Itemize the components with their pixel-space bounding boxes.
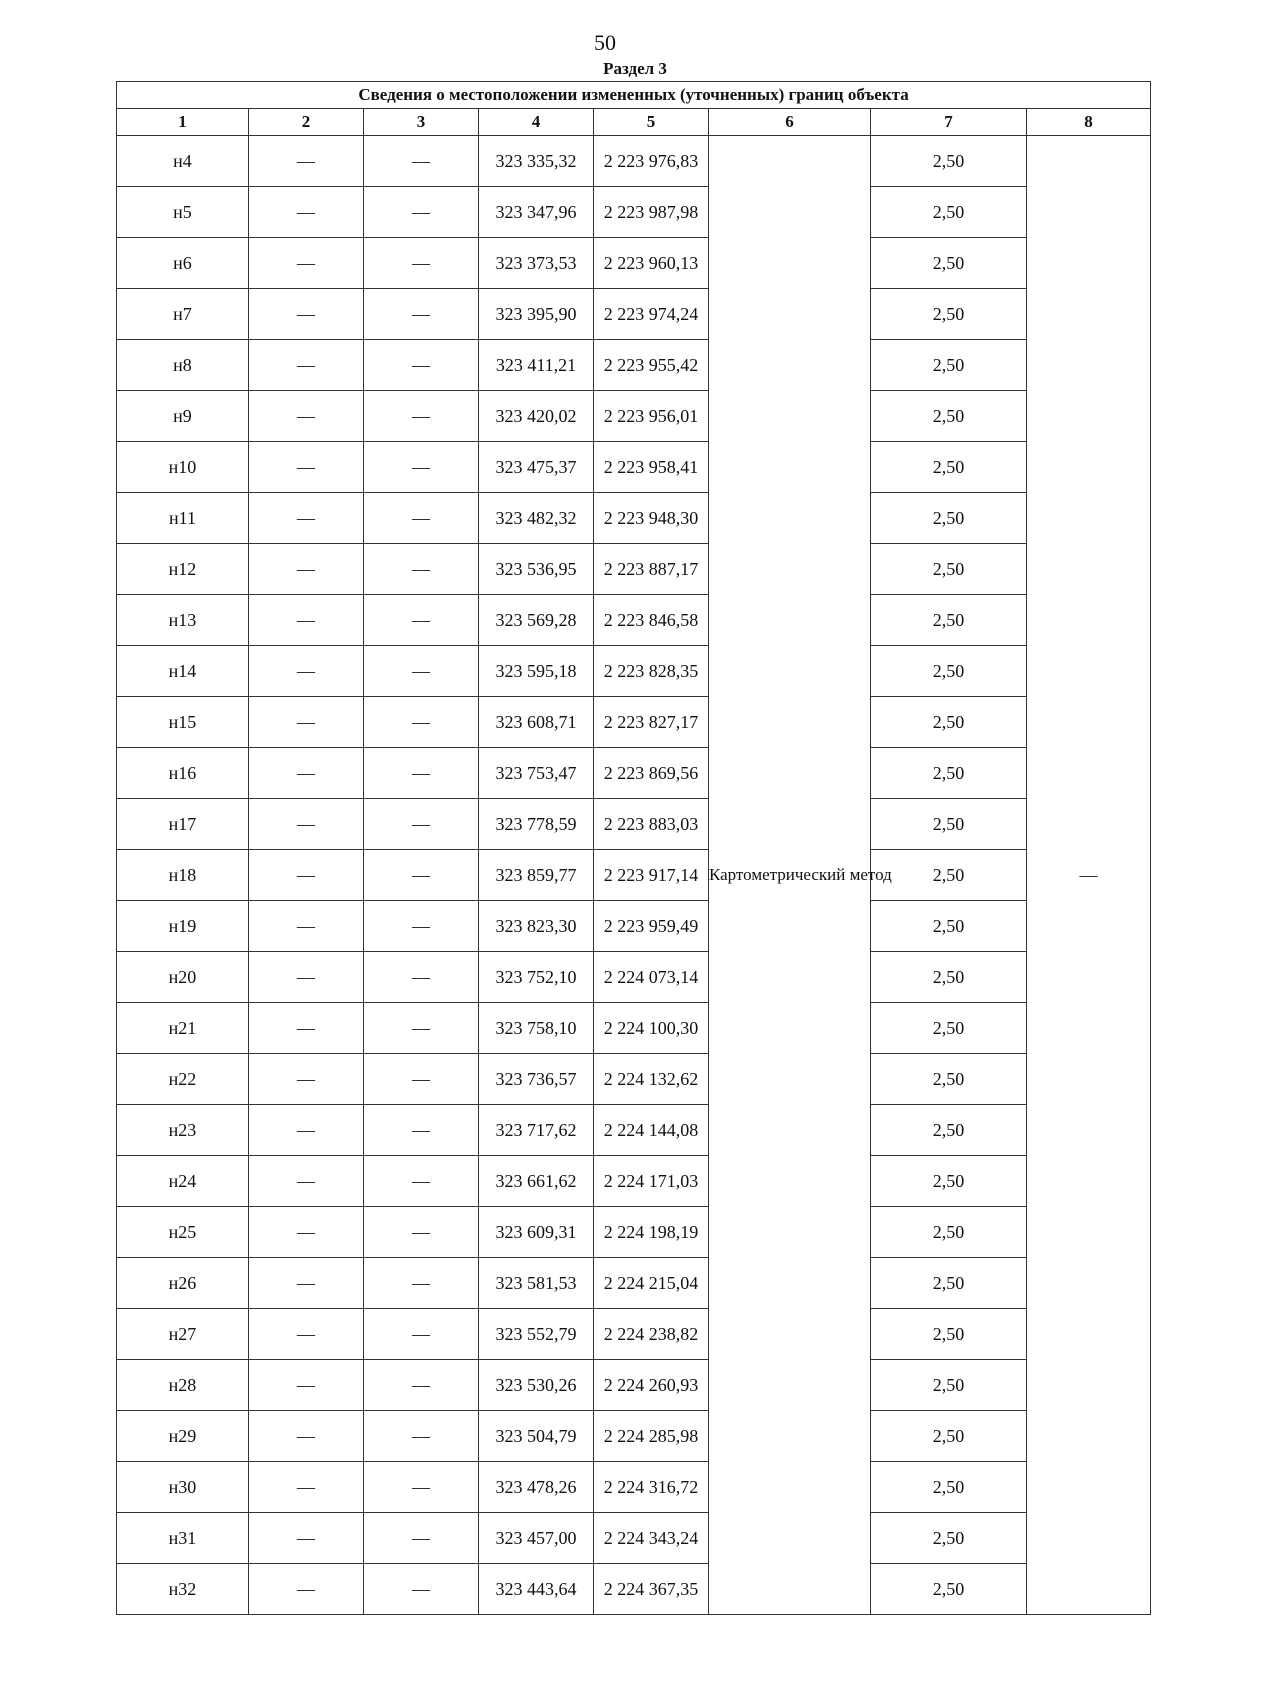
coordinate-x-cell: 323 552,79 [479,1309,594,1360]
column-3-cell: — [364,493,479,544]
column-2-cell: — [249,1309,364,1360]
coordinate-y-cell: 2 223 976,83 [594,136,709,187]
coordinate-x-cell: 323 530,26 [479,1360,594,1411]
coordinate-y-cell: 2 224 073,14 [594,952,709,1003]
column-3-cell: — [364,544,479,595]
column-2-cell: — [249,136,364,187]
column-2-cell: — [249,1258,364,1309]
accuracy-cell: 2,50 [871,1360,1027,1411]
coordinate-x-cell: 323 411,21 [479,340,594,391]
coordinate-y-cell: 2 224 238,82 [594,1309,709,1360]
column-2-cell: — [249,340,364,391]
column-2-cell: — [249,238,364,289]
accuracy-cell: 2,50 [871,748,1027,799]
table-row [117,1564,1151,1615]
column-number: 1 [117,109,249,136]
coordinate-y-cell: 2 223 827,17 [594,697,709,748]
table-row [117,799,1151,850]
point-name-cell: н21 [117,1003,249,1054]
coordinate-y-cell: 2 224 132,62 [594,1054,709,1105]
point-name-cell: н15 [117,697,249,748]
coordinate-y-cell: 2 223 959,49 [594,901,709,952]
accuracy-cell: 2,50 [871,595,1027,646]
point-name-cell: н10 [117,442,249,493]
coordinate-y-cell: 2 224 316,72 [594,1462,709,1513]
point-name-cell: н30 [117,1462,249,1513]
column-3-cell: — [364,289,479,340]
point-name-cell: н24 [117,1156,249,1207]
point-name-cell: н23 [117,1105,249,1156]
column-3-cell: — [364,646,479,697]
column-3-cell: — [364,1003,479,1054]
column-2-cell: — [249,697,364,748]
method-cell: Картометрический метод [709,136,871,1615]
coordinate-x-cell: 323 661,62 [479,1156,594,1207]
accuracy-cell: 2,50 [871,493,1027,544]
column-number: 8 [1027,109,1151,136]
accuracy-cell: 2,50 [871,799,1027,850]
point-name-cell: н26 [117,1258,249,1309]
accuracy-cell: 2,50 [871,238,1027,289]
table-row [117,1207,1151,1258]
coordinate-y-cell: 2 223 869,56 [594,748,709,799]
point-name-cell: н32 [117,1564,249,1615]
accuracy-cell: 2,50 [871,442,1027,493]
coordinate-y-cell: 2 224 285,98 [594,1411,709,1462]
coordinate-x-cell: 323 778,59 [479,799,594,850]
table-row [117,289,1151,340]
accuracy-cell: 2,50 [871,544,1027,595]
point-name-cell: н9 [117,391,249,442]
coordinate-x-cell: 323 536,95 [479,544,594,595]
column-3-cell: — [364,1258,479,1309]
column-2-cell: — [249,850,364,901]
coordinate-x-cell: 323 736,57 [479,1054,594,1105]
coordinate-x-cell: 323 420,02 [479,391,594,442]
coordinate-y-cell: 2 224 100,30 [594,1003,709,1054]
coordinate-x-cell: 323 717,62 [479,1105,594,1156]
column-3-cell: — [364,1411,479,1462]
column-2-cell: — [249,1156,364,1207]
column-2-cell: — [249,1105,364,1156]
table-row [117,442,1151,493]
table-row [117,1411,1151,1462]
table-row [117,1105,1151,1156]
coordinate-x-cell: 323 608,71 [479,697,594,748]
coordinate-x-cell: 323 581,53 [479,1258,594,1309]
column-2-cell: — [249,493,364,544]
coordinate-y-cell: 2 223 846,58 [594,595,709,646]
column-2-cell: — [249,1564,364,1615]
coordinate-y-cell: 2 223 948,30 [594,493,709,544]
accuracy-cell: 2,50 [871,1513,1027,1564]
table-row [117,646,1151,697]
accuracy-cell: 2,50 [871,1054,1027,1105]
accuracy-cell: 2,50 [871,340,1027,391]
coordinate-x-cell: 323 335,32 [479,136,594,187]
column-8-cell: — [1027,136,1151,1615]
column-2-cell: — [249,646,364,697]
accuracy-cell: 2,50 [871,1411,1027,1462]
column-3-cell: — [364,1462,479,1513]
coordinate-y-cell: 2 223 955,42 [594,340,709,391]
column-2-cell: — [249,442,364,493]
table-row [117,136,1151,187]
column-2-cell: — [249,187,364,238]
column-2-cell: — [249,1513,364,1564]
coordinate-x-cell: 323 569,28 [479,595,594,646]
coordinate-x-cell: 323 475,37 [479,442,594,493]
table-row [117,544,1151,595]
accuracy-cell: 2,50 [871,1105,1027,1156]
point-name-cell: н12 [117,544,249,595]
accuracy-cell: 2,50 [871,289,1027,340]
column-3-cell: — [364,1564,479,1615]
table-caption: Сведения о местоположении измененных (уточненных) границ объекта [117,82,1151,109]
coordinate-y-cell: 2 223 883,03 [594,799,709,850]
column-3-cell: — [364,697,479,748]
accuracy-cell: 2,50 [871,1003,1027,1054]
coordinate-x-cell: 323 859,77 [479,850,594,901]
column-3-cell: — [364,1156,479,1207]
point-name-cell: н7 [117,289,249,340]
coordinate-x-cell: 323 482,32 [479,493,594,544]
accuracy-cell: 2,50 [871,1258,1027,1309]
column-2-cell: — [249,901,364,952]
table-row [117,340,1151,391]
table-row [117,1258,1151,1309]
point-name-cell: н14 [117,646,249,697]
accuracy-cell: 2,50 [871,952,1027,1003]
accuracy-cell: 2,50 [871,1309,1027,1360]
column-3-cell: — [364,187,479,238]
page-number: 50 [594,30,616,55]
column-2-cell: — [249,799,364,850]
point-name-cell: н28 [117,1360,249,1411]
accuracy-cell: 2,50 [871,1462,1027,1513]
table-row [117,1360,1151,1411]
coordinate-y-cell: 2 223 958,41 [594,442,709,493]
table-row [117,697,1151,748]
column-3-cell: — [364,748,479,799]
table-row [117,187,1151,238]
table-row [117,1003,1151,1054]
coordinate-y-cell: 2 223 917,14 [594,850,709,901]
section-title: Раздел 3 [603,59,667,78]
column-3-cell: — [364,238,479,289]
point-name-cell: н27 [117,1309,249,1360]
coordinate-y-cell: 2 224 260,93 [594,1360,709,1411]
coordinate-x-cell: 323 395,90 [479,289,594,340]
column-2-cell: — [249,748,364,799]
table-body [117,136,1151,1615]
accuracy-cell: 2,50 [871,697,1027,748]
coordinate-y-cell: 2 224 144,08 [594,1105,709,1156]
accuracy-cell: 2,50 [871,1564,1027,1615]
column-2-cell: — [249,1360,364,1411]
point-name-cell: н19 [117,901,249,952]
coordinate-y-cell: 2 223 960,13 [594,238,709,289]
point-name-cell: н20 [117,952,249,1003]
point-name-cell: н11 [117,493,249,544]
point-name-cell: н29 [117,1411,249,1462]
coordinate-x-cell: 323 609,31 [479,1207,594,1258]
column-2-cell: — [249,1054,364,1105]
column-3-cell: — [364,595,479,646]
column-number-row [117,109,1151,136]
column-3-cell: — [364,799,479,850]
coordinate-y-cell: 2 223 956,01 [594,391,709,442]
coordinate-y-cell: 2 224 343,24 [594,1513,709,1564]
point-name-cell: н18 [117,850,249,901]
column-3-cell: — [364,901,479,952]
coordinate-x-cell: 323 373,53 [479,238,594,289]
coordinate-y-cell: 2 223 987,98 [594,187,709,238]
accuracy-cell: 2,50 [871,901,1027,952]
accuracy-cell: 2,50 [871,1207,1027,1258]
coordinate-x-cell: 323 478,26 [479,1462,594,1513]
coordinate-y-cell: 2 224 367,35 [594,1564,709,1615]
point-name-cell: н13 [117,595,249,646]
column-2-cell: — [249,1003,364,1054]
point-name-cell: н4 [117,136,249,187]
column-3-cell: — [364,952,479,1003]
point-name-cell: н5 [117,187,249,238]
table-row [117,595,1151,646]
column-2-cell: — [249,1462,364,1513]
column-2-cell: — [249,289,364,340]
coordinate-x-cell: 323 504,79 [479,1411,594,1462]
coordinate-x-cell: 323 752,10 [479,952,594,1003]
point-name-cell: н6 [117,238,249,289]
column-number: 7 [871,109,1027,136]
table-row [117,748,1151,799]
column-number: 2 [249,109,364,136]
column-number: 5 [594,109,709,136]
table-row [117,391,1151,442]
column-2-cell: — [249,1411,364,1462]
column-3-cell: — [364,1360,479,1411]
point-name-cell: н8 [117,340,249,391]
table-row [117,1513,1151,1564]
accuracy-cell: 2,50 [871,1156,1027,1207]
accuracy-cell: 2,50 [871,646,1027,697]
coordinate-y-cell: 2 224 198,19 [594,1207,709,1258]
column-3-cell: — [364,1513,479,1564]
coordinate-x-cell: 323 758,10 [479,1003,594,1054]
coordinate-y-cell: 2 223 974,24 [594,289,709,340]
point-name-cell: н31 [117,1513,249,1564]
column-3-cell: — [364,850,479,901]
point-name-cell: н22 [117,1054,249,1105]
column-3-cell: — [364,391,479,442]
column-3-cell: — [364,340,479,391]
column-3-cell: — [364,1309,479,1360]
coordinate-x-cell: 323 823,30 [479,901,594,952]
point-name-cell: н25 [117,1207,249,1258]
coordinate-x-cell: 323 457,00 [479,1513,594,1564]
column-number: 4 [479,109,594,136]
column-number: 3 [364,109,479,136]
table-row [117,238,1151,289]
coordinate-x-cell: 323 753,47 [479,748,594,799]
table-row [117,952,1151,1003]
coordinate-x-cell: 323 443,64 [479,1564,594,1615]
point-name-cell: н17 [117,799,249,850]
column-2-cell: — [249,391,364,442]
accuracy-cell: 2,50 [871,187,1027,238]
coordinate-y-cell: 2 224 215,04 [594,1258,709,1309]
table-row [117,1156,1151,1207]
accuracy-cell: 2,50 [871,850,1027,901]
coordinate-y-cell: 2 224 171,03 [594,1156,709,1207]
column-3-cell: — [364,1105,479,1156]
coordinate-y-cell: 2 223 887,17 [594,544,709,595]
column-3-cell: — [364,136,479,187]
boundary-coordinates-table [116,81,1151,1615]
table-row [117,1054,1151,1105]
column-2-cell: — [249,952,364,1003]
column-number: 6 [709,109,871,136]
column-2-cell: — [249,595,364,646]
column-2-cell: — [249,544,364,595]
accuracy-cell: 2,50 [871,136,1027,187]
coordinate-x-cell: 323 347,96 [479,187,594,238]
column-3-cell: — [364,442,479,493]
table-row [117,901,1151,952]
column-3-cell: — [364,1054,479,1105]
accuracy-cell: 2,50 [871,391,1027,442]
table-row [117,850,1151,901]
column-2-cell: — [249,1207,364,1258]
column-3-cell: — [364,1207,479,1258]
point-name-cell: н16 [117,748,249,799]
table-row [117,1462,1151,1513]
table-row [117,493,1151,544]
coordinate-x-cell: 323 595,18 [479,646,594,697]
coordinate-y-cell: 2 223 828,35 [594,646,709,697]
table-row [117,1309,1151,1360]
